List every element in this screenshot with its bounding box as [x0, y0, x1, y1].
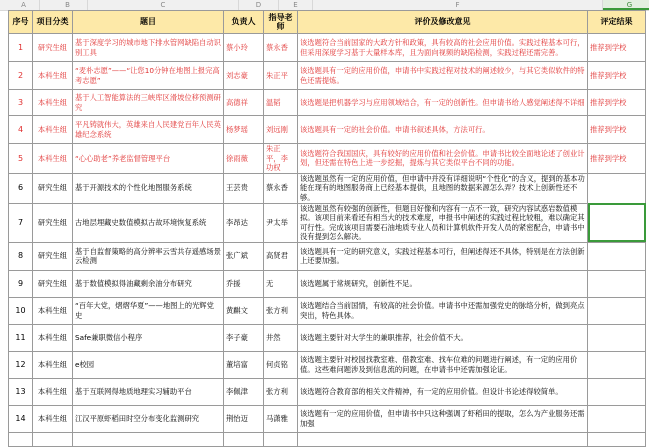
cell-title[interactable]: 基于人工智能算法的三峡库区滑坡位移预测研究	[73, 90, 224, 116]
header-advisor[interactable]: 指导老师	[264, 11, 298, 34]
cell-result[interactable]	[588, 351, 646, 378]
cell-advisor[interactable]: 无	[264, 270, 298, 297]
cell-comment[interactable]: 该选题具有一定的社会价值。申请书叙述具体，方法可行。	[298, 116, 588, 144]
cell-title[interactable]: 基于互联网得地质地理实习辅助平台	[73, 378, 224, 405]
empty-cell[interactable]	[33, 432, 73, 446]
cell-comment[interactable]: 该选题符合教育部的相关文件精神，有一定的应用价值。但设计书论述得较简单。	[298, 378, 588, 405]
cell-result[interactable]	[588, 203, 646, 242]
table-row	[9, 242, 646, 270]
cell-comment[interactable]: 该选题符合当前国家的大政方针和政策，具有较高的社会应用价值。实践过程基本可行，但采用深度学习基于大量样本库，且为面向视频的缺陷检测，实践过程还需完善。	[298, 34, 588, 62]
cell-category[interactable]: 本科生组	[33, 144, 73, 174]
cell-advisor[interactable]: 朱正平，李功权	[264, 144, 298, 174]
empty-cell[interactable]	[9, 432, 33, 446]
cell-category[interactable]: 本科生组	[33, 405, 73, 432]
cell-lead[interactable]: 李昂达	[224, 203, 264, 242]
table-row	[9, 297, 646, 324]
cell-seq[interactable]: 14	[9, 405, 33, 432]
table-row	[9, 144, 646, 174]
empty-cell[interactable]	[224, 432, 264, 446]
column-letter-C[interactable]: C	[88, 0, 239, 10]
cell-advisor[interactable]: 朱正平	[264, 62, 298, 90]
cell-comment[interactable]: 该选题结合当前国情，有较高的社会价值。申请书中还需加强党史的脉络分析，做到亮点突出，特色具体。	[298, 297, 588, 324]
cell-category[interactable]: 研究生组	[33, 34, 73, 62]
cell-category[interactable]: 本科生组	[33, 351, 73, 378]
cell-result[interactable]	[588, 242, 646, 270]
cell-result[interactable]	[588, 378, 646, 405]
cell-result[interactable]: 推荐到学校	[588, 116, 646, 144]
header-category[interactable]: 项目分类	[33, 11, 73, 34]
empty-cell[interactable]	[73, 432, 224, 446]
cell-result[interactable]	[588, 297, 646, 324]
table-row	[9, 116, 646, 144]
cell-comment[interactable]: 该选题虽然有一定的应用价值，但申请中并没有详细说明“个性化”的含义，提到的基本功能在现有的地图服务商上已经基本提供，且地图的数据来源怎么弄？技术上创新性还不够。	[298, 173, 588, 203]
cell-title[interactable]: “百年大党，熠熠华夏”——地图上的光辉党史	[73, 297, 224, 324]
cell-title[interactable]: 江汉平原虾稻田时空分布变化监测研究	[73, 405, 224, 432]
column-letter-A[interactable]: A	[8, 0, 40, 10]
cell-title[interactable]: 平凡铸就伟大，英雄来自人民建党百年人民英雄纪念系统	[73, 116, 224, 144]
cell-category[interactable]: 本科生组	[33, 378, 73, 405]
header-result[interactable]: 评定结果	[588, 11, 646, 34]
cell-result[interactable]	[588, 270, 646, 297]
cell-comment[interactable]: 该选题有一定的应用价值，但申请书中只这种强调了虾稻田的提取，怎么为产业服务还需加强	[298, 405, 588, 432]
cell-comment[interactable]: 该选题属于常规研究，创新性不足。	[298, 270, 588, 297]
empty-row	[9, 432, 646, 446]
cell-seq[interactable]: 11	[9, 324, 33, 351]
header-lead[interactable]: 负责人	[224, 11, 264, 34]
cell-title[interactable]: “麦朴志愿”——“让您10分钟在地图上报完高考志愿”	[73, 62, 224, 90]
cell-seq[interactable]: 3	[9, 90, 33, 116]
column-letter-G[interactable]: G	[603, 0, 649, 10]
empty-cell[interactable]	[588, 432, 646, 446]
table-row	[9, 351, 646, 378]
cell-category[interactable]: 本科生组	[33, 62, 73, 90]
cell-seq[interactable]: 1	[9, 34, 33, 62]
cell-seq[interactable]: 12	[9, 351, 33, 378]
cell-result[interactable]	[588, 324, 646, 351]
table-row	[9, 324, 646, 351]
cell-lead[interactable]: 董培富	[224, 351, 264, 378]
empty-cell[interactable]	[298, 432, 588, 446]
column-letter-F[interactable]: F	[313, 0, 603, 10]
cell-title[interactable]: e校园	[73, 351, 224, 378]
cell-seq[interactable]: 13	[9, 378, 33, 405]
cell-lead[interactable]: 高德祥	[224, 90, 264, 116]
spreadsheet-table	[8, 10, 646, 447]
cell-result[interactable]: 推荐到学校	[588, 62, 646, 90]
cell-category[interactable]: 本科生组	[33, 297, 73, 324]
cell-seq[interactable]: 7	[9, 203, 33, 242]
header-seq[interactable]: 序号	[9, 11, 33, 34]
cell-advisor[interactable]: 井然	[264, 324, 298, 351]
cell-result[interactable]: 推荐到学校	[588, 90, 646, 116]
cell-advisor[interactable]: 蔡永香	[264, 34, 298, 62]
cell-title[interactable]: 基于自监督策略的高分辨率云雪共存遥感场景云检测	[73, 242, 224, 270]
cell-comment[interactable]: 该选题具有一定的应用价值，申请书中实践过程对技术的阐述较少，与其它类似软件的特色还需提炼。	[298, 62, 588, 90]
cell-advisor[interactable]: 张方利	[264, 378, 298, 405]
cell-comment[interactable]: 该选题符合我国国庆，具有较好的应用价值和社会价值。申请书比较全面地论述了创业计划，但还需在特色上进一步挖掘，提炼与其它类似平台不同的功能。	[298, 144, 588, 174]
cell-lead[interactable]: 黄麒文	[224, 297, 264, 324]
header-row	[9, 11, 646, 34]
cell-advisor[interactable]: 高贤君	[264, 242, 298, 270]
cell-title[interactable]: 古地层埋藏史数值模拟古故环境恢复系统	[73, 203, 224, 242]
table-row	[9, 378, 646, 405]
cell-comment[interactable]: 该选题主要针对校园找教室难、借教室难、找车位难的问题进行阐述，有一定的应用价值。这些难问题涉及到信息流的问题，在申请书中还需加强论证。	[298, 351, 588, 378]
cell-category[interactable]: 研究生组	[33, 242, 73, 270]
cell-seq[interactable]: 4	[9, 116, 33, 144]
cell-title[interactable]: 基于深度学习的城市地下排水管网缺陷自动识别工具	[73, 34, 224, 62]
cell-seq[interactable]: 8	[9, 242, 33, 270]
cell-advisor[interactable]: 尹太举	[264, 203, 298, 242]
cell-advisor[interactable]: 何贞铭	[264, 351, 298, 378]
cell-title[interactable]: Safe兼职微信小程序	[73, 324, 224, 351]
cell-title[interactable]: “心心助老”养老监督管理平台	[73, 144, 224, 174]
cell-lead[interactable]: 李佩津	[224, 378, 264, 405]
table-row	[9, 62, 646, 90]
cell-lead[interactable]: 荆怡迈	[224, 405, 264, 432]
empty-cell[interactable]	[264, 432, 298, 446]
cell-category[interactable]: 研究生组	[33, 270, 73, 297]
cell-advisor[interactable]: 刘远刚	[264, 116, 298, 144]
cell-lead[interactable]: 杨梦瑶	[224, 116, 264, 144]
cell-lead[interactable]: 李子豪	[224, 324, 264, 351]
table-row	[9, 405, 646, 432]
cell-advisor[interactable]: 张方利	[264, 297, 298, 324]
cell-result[interactable]: 推荐到学校	[588, 34, 646, 62]
cell-category[interactable]: 本科生组	[33, 90, 73, 116]
cell-advisor[interactable]: 马潇雅	[264, 405, 298, 432]
cell-lead[interactable]: 乔援	[224, 270, 264, 297]
cell-title[interactable]: 基于开源技术的个性化地图服务系统	[73, 173, 224, 203]
cell-comment[interactable]: 该选题主要针对大学生的兼职推荐，社会价值不大。	[298, 324, 588, 351]
column-letter-D[interactable]: D	[239, 0, 279, 10]
cell-lead[interactable]: 王芸贵	[224, 173, 264, 203]
cell-lead[interactable]: 张广斌	[224, 242, 264, 270]
header-title[interactable]: 题目	[73, 11, 224, 34]
table-row	[9, 203, 646, 242]
cell-advisor[interactable]: 蔡永香	[264, 173, 298, 203]
cell-seq[interactable]: 9	[9, 270, 33, 297]
table-row	[9, 270, 646, 297]
cell-category[interactable]: 研究生组	[33, 173, 73, 203]
table-row	[9, 90, 646, 116]
header-comment[interactable]: 评价及修改意见	[298, 11, 588, 34]
cell-title[interactable]: 基于数值模拟得油藏剩余油分布研究	[73, 270, 224, 297]
column-letter-E[interactable]: E	[279, 0, 313, 10]
cell-lead[interactable]: 刘志豪	[224, 62, 264, 90]
table-row	[9, 34, 646, 62]
column-letter-B[interactable]: B	[48, 0, 88, 10]
table-row	[9, 173, 646, 203]
cell-result[interactable]	[588, 405, 646, 432]
cell-result[interactable]: 推荐到学校	[588, 144, 646, 174]
cell-comment[interactable]: 该选题具有一定的研究意义，实践过程基本可行，但阐述得还不具体，特别是在方法创新上还要加强。	[298, 242, 588, 270]
cell-seq[interactable]: 10	[9, 297, 33, 324]
cell-lead[interactable]: 徐雨薇	[224, 144, 264, 174]
cell-advisor[interactable]: 温韬	[264, 90, 298, 116]
cell-lead[interactable]: 蔡小玲	[224, 34, 264, 62]
cell-category[interactable]: 本科生组	[33, 324, 73, 351]
cell-category[interactable]: 本科生组	[33, 116, 73, 144]
cell-seq[interactable]: 2	[9, 62, 33, 90]
cell-seq[interactable]: 6	[9, 173, 33, 203]
cell-category[interactable]: 研究生组	[33, 203, 73, 242]
cell-seq[interactable]: 5	[9, 144, 33, 174]
cell-comment[interactable]: 该选题虽然有较强的创新性，但题目好像和内容有一点不一致，研究内容试惑岩数值模拟。该项目前来看还有相当大的技术难度，申报书中阐述的实践过程比较粗，难以确定其可行性。完成该项目需要石油地质专业人员和计算机软件开发人员的紧密配合，申请书中没有提到怎么解决。	[298, 203, 588, 242]
cell-result[interactable]	[588, 173, 646, 203]
cell-comment[interactable]: 该选题是把机器学习与应用领域结合，有一定的创新性。但申请书给人感觉阐述得不详细	[298, 90, 588, 116]
